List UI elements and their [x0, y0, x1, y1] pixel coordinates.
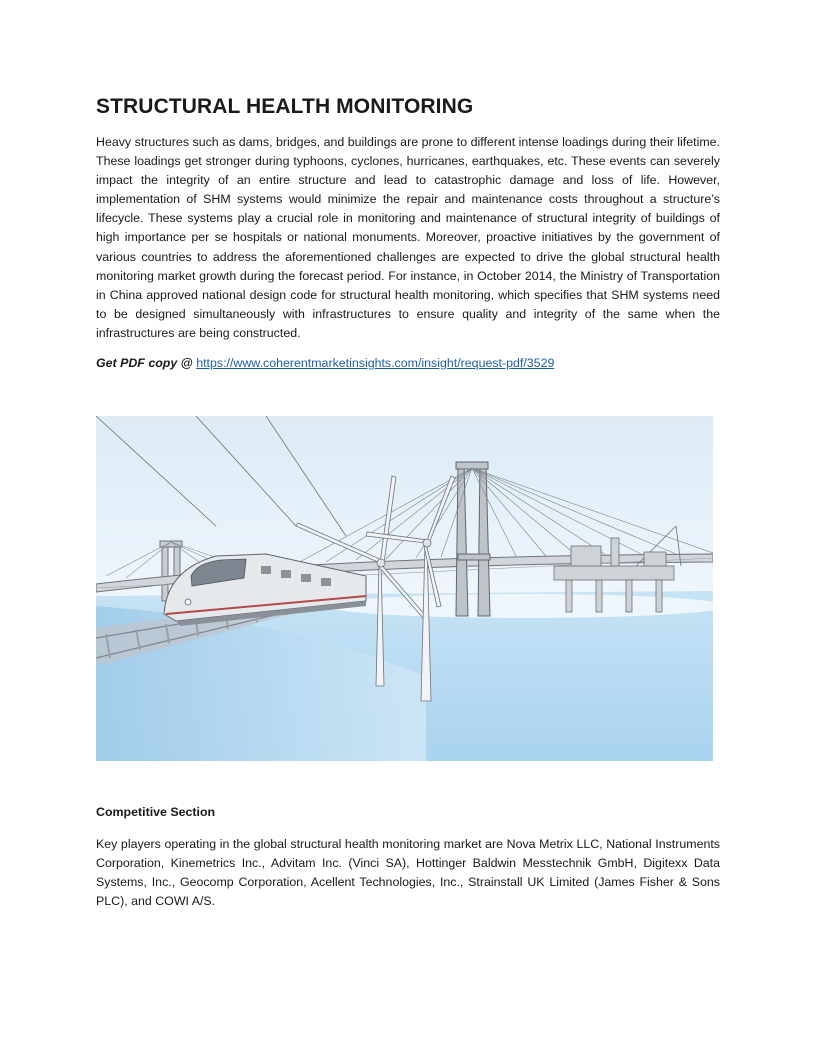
page-title: STRUCTURAL HEALTH MONITORING [96, 95, 474, 118]
get-pdf-label: Get PDF copy @ [96, 356, 193, 370]
competitive-paragraph: Key players operating in the global structural health monitoring market are Nova Metrix LLC, National Instruments Corporation, Kinemetrics Inc., Advitam Inc. (Vinci SA), Hottinger Baldwin Messtechnik GmbH, Digitexx Data Systems, Inc., Geocomp Corporation, Acellent Technologies, Inc., Strainstall UK Limited (James Fisher & Sons PLC), and COWI A/S. [96, 837, 720, 909]
bridge-train-illustration [96, 416, 713, 761]
competitive-section-heading: Competitive Section [96, 805, 216, 819]
infrastructure-illustration [96, 416, 713, 761]
pdf-request-link[interactable]: https://www.coherentmarketinsights.com/insight/request-pdf/3529 [196, 356, 555, 370]
get-pdf-line [96, 356, 554, 370]
intro-paragraph: Heavy structures such as dams, bridges, and buildings are prone to different intense loadings during their lifetime. These loadings get stronger during typhoons, cyclones, hurricanes, earthquakes, etc. These events can severely impact the integrity of an entire structure and lead to catastrophic damage and loss of life. However, implementation of SHM systems would minimize the repair and maintenance costs throughout a structure’s lifecycle. These systems play a crucial role in monitoring and maintenance of structural integrity of buildings of high importance per se hospitals or national monuments. Moreover, proactive initiatives by the government of various countries to address the aforementioned challenges are expected to drive the global structural health monitoring market growth during the forecast period. For instance, in October 2014, the Ministry of Transportation in China approved national design code for structural health monitoring, which specifies that SHM systems need to be designed simultaneously with infrastructures to ensure quality and integrity of the same when the infrastructures are being constructed. [96, 135, 720, 340]
